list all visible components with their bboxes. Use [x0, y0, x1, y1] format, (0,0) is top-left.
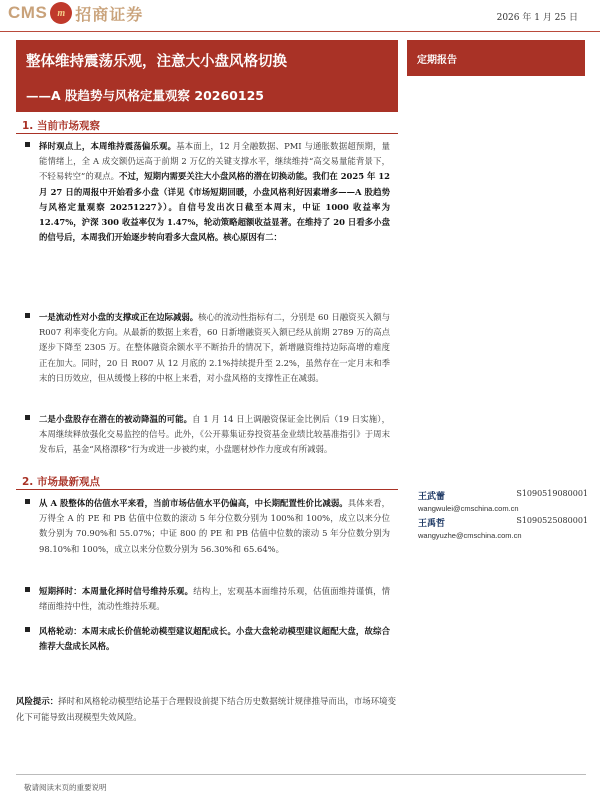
bullet-text: [39, 412, 390, 458]
bullet-text: [39, 139, 390, 245]
bullet-segment: 自 1 月 14 日上调融资保证金比例后（19 日实施），本周继续释放强化交易监控的信号。此外，《公开募集证券投资基金业绩比较基准指引》于周末发布后，基金“风格漂移”行为或进一步被约束，小盘题材炒作力度或有所减弱。: [39, 414, 390, 455]
bullet-square-icon: [25, 313, 30, 318]
bullet-segment: 核心的流动性指标有二，分别是 60 日融资买入额与 R007 利率变化方向。从最新的数据上来看，60 日新增融资买入额已经从前期 2789 万的高点逐步下降至 2305 万。在整体融资余额水平不断抬升的情况下，新增融资维持边际高增的难度正在加大。同时，20 日 R007 从 12 月底的 2.1%持续提升至 2.2%，虽然存在一定月末和季末的日历效应，但从缓慢上移的中枢上来看，对小盘风格的支撑性正在减弱。: [39, 312, 391, 383]
bullet-segment: 具体来看，万得全 A 的 PE 和 PB 估值中位数的滚动 5 年分位数分别为 100%和 100%，成立以来分位数分别为 70.90%和 55.07%；中证 800 的 PE 和 PB 估值中位数的滚动 5 年分位数分别为 98.10%和 100%，成立以来分位数分别为 56.30%和 65.64%。: [39, 498, 390, 554]
section2-bullet: [25, 584, 390, 614]
section2-divider: [16, 489, 398, 490]
analyst-cert: S1090525080001: [516, 516, 588, 525]
bullet-square-icon: [25, 499, 30, 504]
footer-divider: [16, 774, 586, 775]
analyst-cert: S1090519080001: [516, 489, 588, 498]
report-type-label: 定期报告: [417, 55, 457, 66]
section1-heading: 1. 当前市场观察: [22, 120, 100, 132]
header-divider: [0, 31, 600, 32]
report-title: 整体维持震荡乐观，注意大小盘风格切换: [26, 54, 287, 70]
bullet-segment: 结构上，宏观基本面维持乐观，估值面维持谨慎，情绪面维持中性，流动性维持乐观。: [39, 586, 391, 612]
bullet-square-icon: [25, 587, 30, 592]
title-banner: [16, 40, 398, 112]
risk-text: 择时和风格轮动模型结论基于合理假设前提下结合历史数据统计规律推导而出，市场环境变化下可能导致出现模型失效风险。: [16, 696, 397, 722]
company-logo: [8, 2, 143, 24]
section2-heading: 2. 市场最新观点: [22, 476, 100, 488]
bullet-text: [39, 624, 390, 654]
analyst-card: [418, 489, 588, 513]
bullet-text: [39, 496, 390, 557]
bullet-segment: 不过，短期内需要关注大小盘风格的潜在切换动能。我们在 2025 年 12 月 27 日的周报中开始看多小盘（详见《市场短期回暖，小盘风格利好因素增多——A 股趋势与风格定量观察 20251227》）。自信号发出次日截至本周末，中证 1000 收益率为 12.47%，沪深 300 收益率仅为 1.47%，轮动策略超额收益显著。在维持了 20 日看多小盘的信号后，本周我们开始逐步转向看多大盘风格。核心原因有二：: [39, 171, 390, 243]
section1-bullet: [25, 310, 390, 386]
bullet-segment: 二是小盘股存在潜在的被动降温的可能。: [39, 414, 193, 424]
logo-latin: CMS: [8, 3, 48, 22]
report-subtitle: ——A 股趋势与风格定量观察 20260125: [26, 88, 264, 103]
logo-mark-icon: m: [50, 2, 72, 24]
bullet-square-icon: [25, 415, 30, 420]
section2-bullet: [25, 624, 390, 654]
logo-chinese: 招商证券: [75, 4, 144, 24]
section1-divider: [16, 133, 398, 134]
section2-bullet: [25, 496, 390, 557]
header-bar: [0, 0, 600, 32]
bullet-segment: 短期择时：本周量化择时信号维持乐观。: [39, 586, 194, 596]
bullet-segment: 从 A 股整体的估值水平来看，当前市场估值水平仍偏高，中长期配置性价比减弱。: [39, 498, 348, 508]
analyst-name: 王禹哲: [418, 519, 446, 529]
report-date: 2026 年 1 月 25 日: [496, 13, 578, 23]
footer-note: 敬请阅读末页的重要说明: [24, 783, 107, 792]
analyst-card: [418, 516, 588, 540]
bullet-segment: 一是流动性对小盘的支撑或正在边际减弱。: [39, 312, 199, 322]
analyst-email[interactable]: wangyuzhe@cmschina.com.cn: [418, 531, 522, 540]
bullet-text: [39, 584, 390, 614]
bullet-segment: 择时观点上，本周维持震荡偏乐观。: [39, 141, 177, 151]
section1-bullet: [25, 412, 390, 458]
analyst-name: 王武蕾: [418, 492, 446, 502]
analyst-email[interactable]: wangwulei@cmschina.com.cn: [418, 504, 519, 513]
risk-disclaimer: [16, 694, 396, 725]
bullet-square-icon: [25, 627, 30, 632]
risk-label: 风险提示：: [16, 696, 59, 706]
bullet-segment: 风格轮动：本周末成长价值轮动模型建议超配成长。小盘大盘轮动模型建议超配大盘，故综合推荐大盘成长风格。: [39, 626, 390, 652]
bullet-square-icon: [25, 142, 30, 147]
bullet-segment: 基本面上，12 月全融数据、PMI 与通胀数据超预期，量能情绪上，全 A 成交额仍远高于前期 2 万亿的关键支撑水平，继续维持“高交易量能背景下，不轻易转空”的观点。: [39, 141, 391, 182]
section1-bullet: [25, 139, 390, 245]
bullet-text: [39, 310, 390, 386]
report-type-banner: [407, 40, 585, 76]
